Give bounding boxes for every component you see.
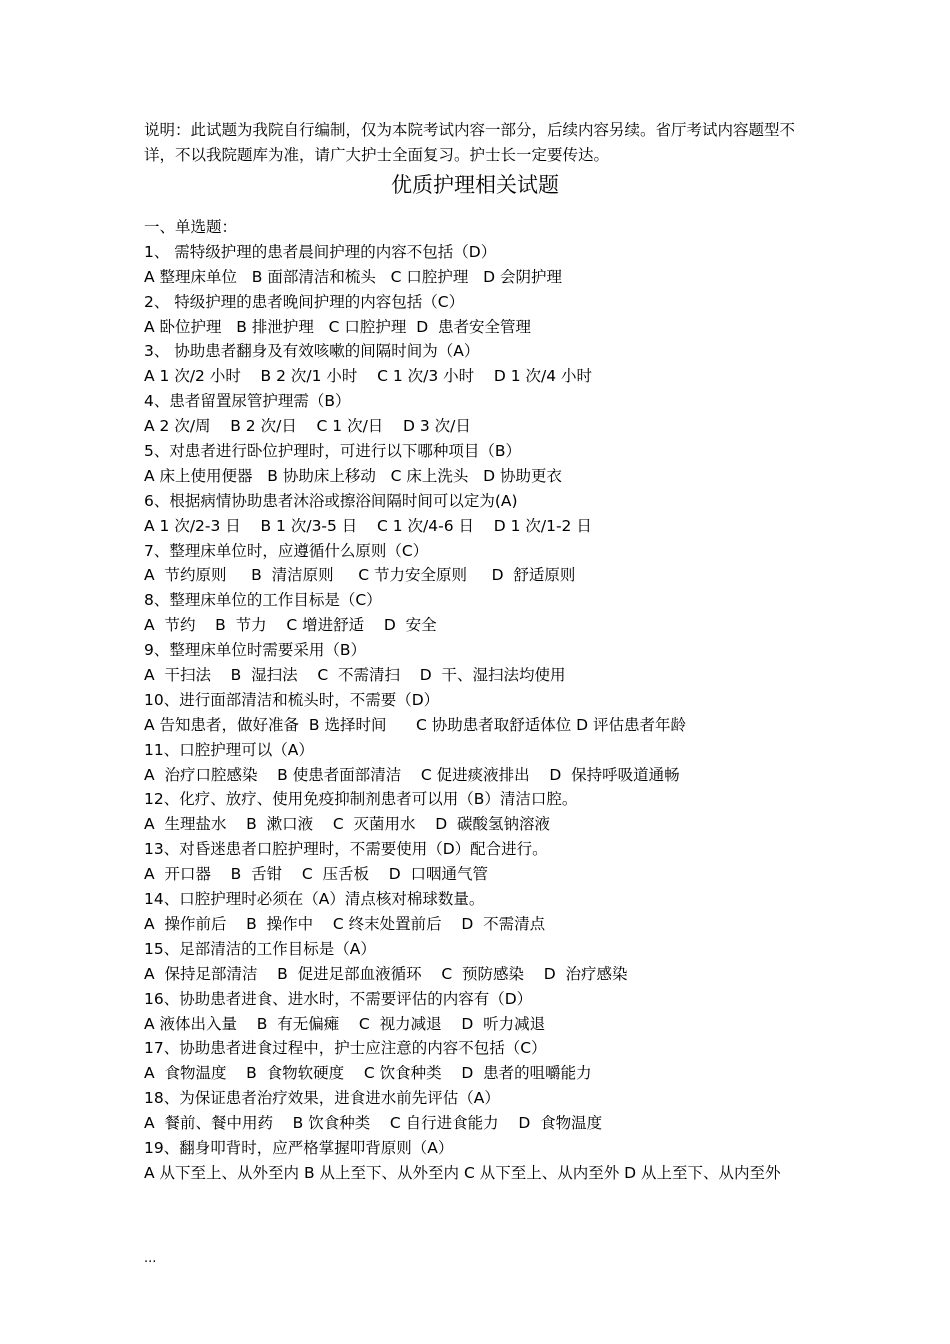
question-line: 10、进行面部清洁和梳头时，不需要（D） xyxy=(144,690,440,709)
options-line: A 治疗口腔感染 B 使患者面部清洁 C 促进痰液排出 D 保持呼吸道通畅 xyxy=(144,765,680,784)
options-line: A 从下至上、从外至内 B 从上至下、从外至内 C 从下至上、从内至外 D 从上至下、从内至外 xyxy=(144,1163,781,1182)
options-line: A 告知患者，做好准备 B 选择时间 C 协助患者取舒适体位 D 评估患者年龄 xyxy=(144,715,687,734)
options-line: A 卧位护理 B 排泄护理 C 口腔护理 D 患者安全管理 xyxy=(144,317,532,336)
options-line: A 床上使用便器 B 协助床上移动 C 床上洗头 D 协助更衣 xyxy=(144,466,563,485)
question-line: 7、整理床单位时，应遵循什么原则（C） xyxy=(144,541,429,560)
options-line: A 保持足部清洁 B 促进足部血液循环 C 预防感染 D 治疗感染 xyxy=(144,964,628,983)
question-line: 12、化疗、放疗、使用免疫抑制剂患者可以用（B）清洁口腔。 xyxy=(144,790,578,809)
question-line: 9、整理床单位时需要采用（B） xyxy=(144,641,366,660)
options-line: A 食物温度 B 食物软硬度 C 饮食种类 D 患者的咀嚼能力 xyxy=(144,1064,592,1083)
question-line: 16、协助患者进食、进水时，不需要评估的内容有（D） xyxy=(144,989,533,1008)
options-line: A 2 次/周 B 2 次/日 C 1 次/日 D 3 次/日 xyxy=(144,417,471,436)
options-line: A 节约原则 B 清洁原则 C 节力安全原则 D 舒适原则 xyxy=(144,566,576,585)
question-line: 3、 协助患者翻身及有效咳嗽的间隔时间为（A） xyxy=(144,342,480,361)
question-line: 19、翻身叩背时，应严格掌握叩背原则（A） xyxy=(144,1138,454,1157)
question-line: 2、 特级护理的患者晚间护理的内容包括（C） xyxy=(144,292,465,311)
document-title: 优质护理相关试题 xyxy=(391,173,559,197)
document-note: 说明：此试题为我院自行编制，仅为本院考试内容一部分，后续内容另续。省厅考试内容题型不详，不以我院题库为准，请广大护士全面复习。护士长一定要传达。 xyxy=(144,121,796,164)
question-line: 17、协助患者进食过程中，护士应注意的内容不包括（C） xyxy=(144,1039,547,1058)
question-line: 5、对患者进行卧位护理时，可进行以下哪种项目（B） xyxy=(144,442,521,461)
page-footer: ... xyxy=(144,1251,157,1266)
question-list xyxy=(144,215,814,1186)
question-line: 6、根据病情协助患者沐浴或擦浴间隔时间可以定为(A) xyxy=(144,491,518,510)
options-line: A 节约 B 节力 C 增进舒适 D 安全 xyxy=(144,616,437,635)
options-line: A 餐前、餐中用药 B 饮食种类 C 自行进食能力 D 食物温度 xyxy=(144,1114,603,1133)
options-line: A 液体出入量 B 有无偏瘫 C 视力减退 D 听力减退 xyxy=(144,1014,546,1033)
question-line: 8、整理床单位的工作目标是（C） xyxy=(144,591,382,610)
options-line: A 生理盐水 B 漱口液 C 灭菌用水 D 碳酸氢钠溶液 xyxy=(144,815,551,834)
options-line: A 1 次/2-3 日 B 1 次/3-5 日 C 1 次/4-6 日 D 1 次/1-2 日 xyxy=(144,516,592,535)
question-line: 15、足部清洁的工作目标是（A） xyxy=(144,939,376,958)
options-line: A 操作前后 B 操作中 C 终末处置前后 D 不需清点 xyxy=(144,914,546,933)
question-line: 18、为保证患者治疗效果，进食进水前先评估（A） xyxy=(144,1089,500,1108)
options-line: A 1 次/2 小时 B 2 次/1 小时 C 1 次/3 小时 D 1 次/4 小时 xyxy=(144,367,593,386)
options-line: A 干扫法 B 湿扫法 C 不需清扫 D 干、湿扫法均使用 xyxy=(144,666,566,685)
question-line: 13、对昏迷患者口腔护理时，不需要使用（D）配合进行。 xyxy=(144,840,548,859)
question-line: 1、 需特级护理的患者晨间护理的内容不包括（D） xyxy=(144,242,497,261)
question-line: 14、口腔护理时必须在（A）清点核对棉球数量。 xyxy=(144,890,485,909)
options-line: A 开口器 B 舌钳 C 压舌板 D 口咽通气管 xyxy=(144,865,489,884)
section-heading: 一、单选题： xyxy=(144,218,238,236)
question-line: 4、患者留置尿管护理需（B） xyxy=(144,392,351,411)
question-line: 11、口腔护理可以（A） xyxy=(144,740,314,759)
options-line: A 整理床单位 B 面部清洁和梳头 C 口腔护理 D 会阴护理 xyxy=(144,267,563,286)
